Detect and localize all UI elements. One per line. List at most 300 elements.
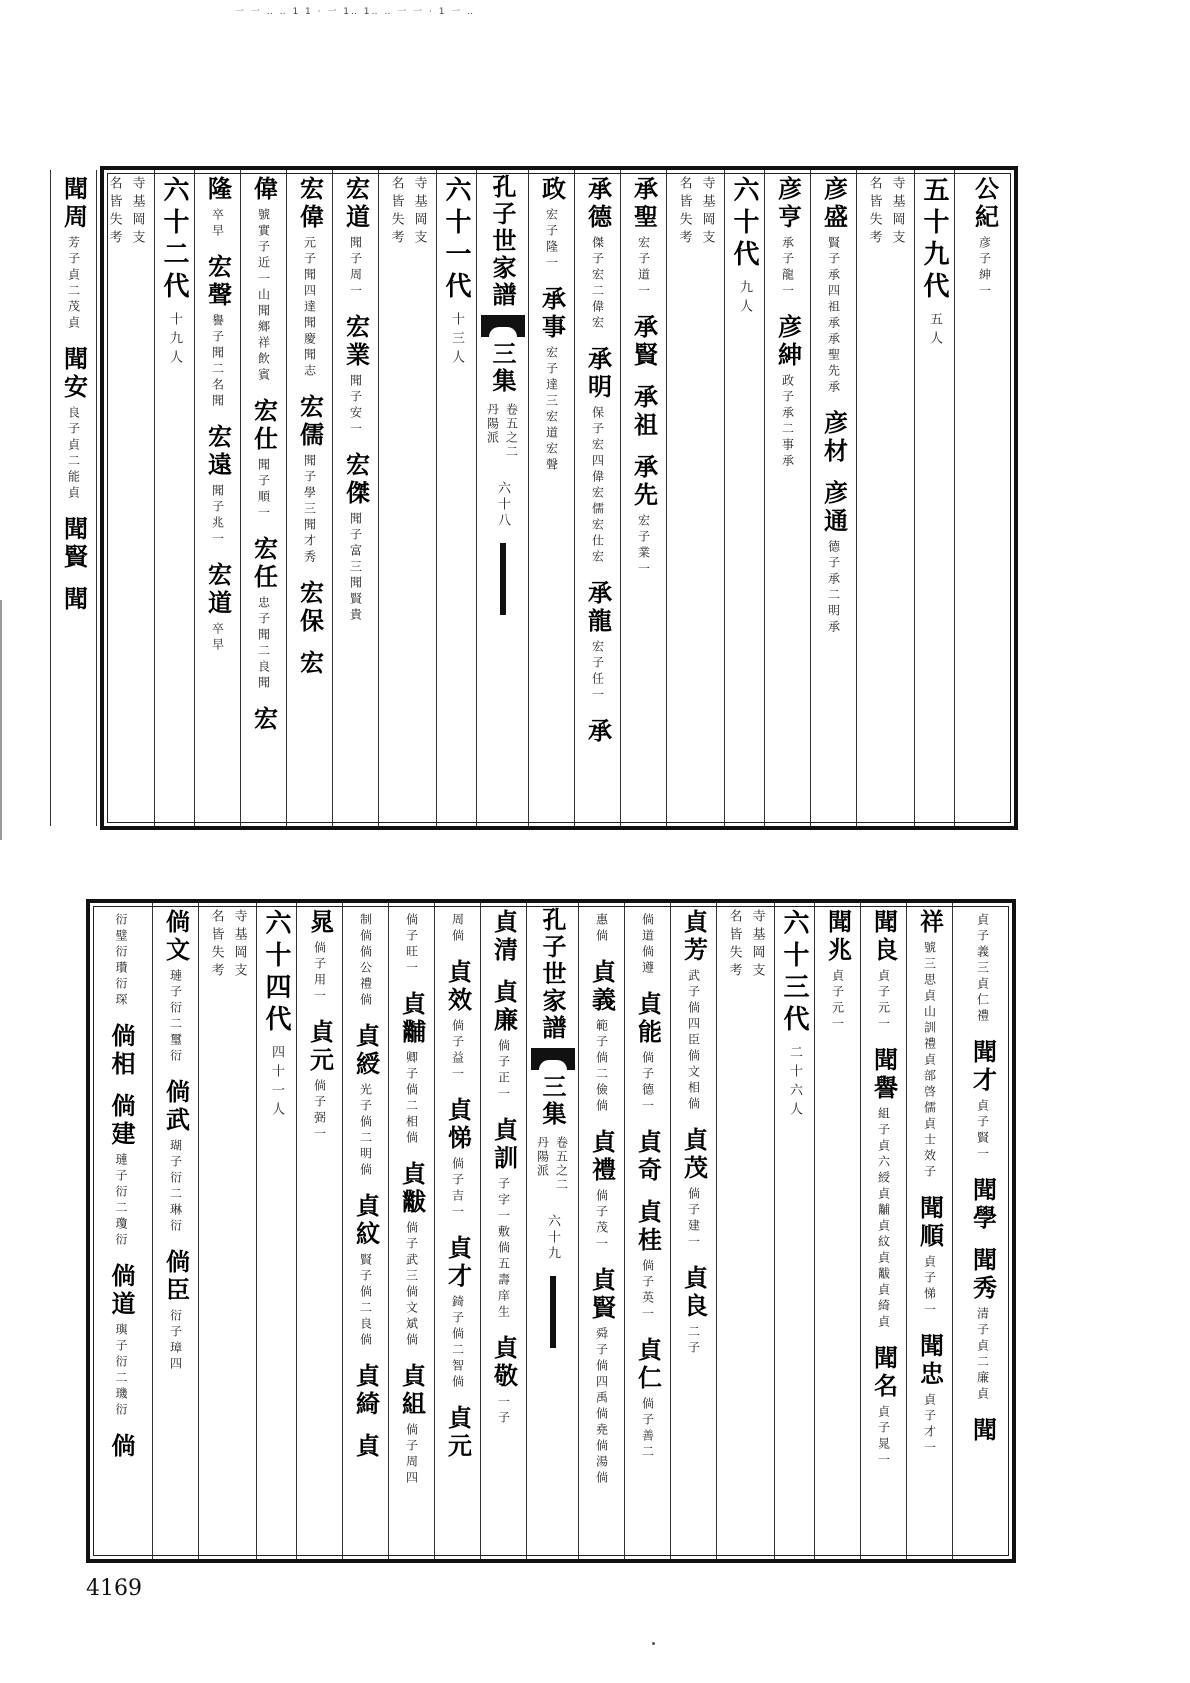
genealogy-column	[342, 903, 388, 1559]
person-name: 承事	[537, 286, 567, 342]
person-note: 良子貞二能貞	[66, 406, 81, 502]
person-note: 舜子倘四禹倘堯倘湯倘	[594, 1327, 609, 1487]
person-name: 貞奇	[633, 1129, 663, 1185]
person-note: 組子貞六綬貞黼貞紋貞黻貞綺貞	[876, 1107, 891, 1331]
genealogy-column	[578, 903, 624, 1559]
person-note: 聞子兆一	[210, 484, 225, 548]
branch-note-line: 名皆失考	[726, 909, 742, 981]
generation-heading	[914, 170, 954, 826]
scan-edge-mark	[0, 600, 2, 840]
person-note: 倘子益一	[450, 1019, 465, 1083]
person-note: 號三思貞山訓禮貞部啓儒貞士效子	[922, 941, 937, 1181]
person-entry	[589, 1129, 615, 1253]
person-name: 聞秀	[968, 1247, 998, 1303]
person-note: 貞子義三貞仁禮	[975, 913, 990, 1025]
person-note: 宏子隆一	[544, 208, 559, 272]
center-title-column	[526, 903, 578, 1559]
person-entry	[972, 176, 998, 300]
person-name: 倘相	[107, 1023, 136, 1079]
person-name: 承先	[629, 454, 659, 510]
branch-note-line: 寺基岡支	[411, 176, 427, 248]
person-name: 祥	[915, 909, 945, 937]
center-title-column	[476, 170, 528, 826]
genealogy-column	[906, 903, 952, 1559]
branch-note-line: 名皆失考	[106, 176, 122, 248]
person-entry	[205, 254, 231, 410]
person-note: 倘子武三倘文斌倘	[404, 1221, 419, 1349]
person-name: 政	[537, 176, 567, 204]
person-entry	[585, 718, 611, 746]
generation-count: 四十一人	[269, 1045, 284, 1121]
person-entry	[61, 516, 87, 572]
person-name: 倘建	[107, 1093, 136, 1149]
person-note: 賢子倘二良倘	[358, 1253, 373, 1349]
person-entry	[631, 454, 657, 578]
person-entry	[251, 536, 277, 692]
person-entry	[205, 424, 231, 548]
person-entry	[405, 909, 419, 977]
generation-heading	[154, 170, 194, 826]
person-note: 惠倘	[594, 913, 609, 945]
person-note: 倘子弼一	[312, 1079, 327, 1143]
person-note: 譽子聞二名聞	[210, 314, 225, 410]
generation-title: 六十四代	[261, 909, 291, 1037]
person-name: 宏仕	[249, 398, 279, 454]
person-note: 保子宏四偉宏儒宏仕宏	[590, 406, 605, 566]
branch-note-line: 名皆失考	[208, 909, 224, 981]
genealogy-column	[194, 170, 240, 826]
person-note: 倘道倘遵	[640, 913, 655, 977]
person-entry	[399, 991, 425, 1147]
branch-note-line: 名皆失考	[388, 176, 404, 248]
person-name: 聞學	[968, 1177, 998, 1233]
person-entry	[821, 410, 847, 466]
center-rule	[550, 1276, 556, 1348]
branch-note-text	[207, 909, 249, 981]
person-note: 倘子茂一	[594, 1189, 609, 1253]
person-entry	[359, 909, 373, 1009]
fish-tail-mark	[481, 315, 525, 337]
folio-number: 六十九	[545, 1214, 560, 1262]
person-name: 宏任	[249, 536, 279, 592]
person-name: 聞忠	[915, 1333, 945, 1389]
person-note: 範子倘二儉倘	[594, 1019, 609, 1115]
person-name: 宏	[295, 650, 325, 678]
person-name: 承德	[583, 176, 613, 232]
person-entry	[917, 1333, 943, 1457]
person-entry	[491, 1117, 517, 1321]
person-entry	[163, 1249, 189, 1373]
person-note: 貞子晁一	[876, 1405, 891, 1469]
person-name: 貞效	[443, 959, 473, 1015]
person-entry	[61, 346, 87, 502]
generation-count: 九人	[737, 280, 752, 318]
person-name: 偉	[249, 176, 279, 204]
person-entry	[681, 1265, 707, 1357]
person-note: 二子	[686, 1325, 701, 1357]
genealogy-column	[624, 903, 670, 1559]
genealogy-column	[954, 170, 1014, 826]
scan-speck	[652, 1642, 655, 1645]
person-entry	[163, 1079, 189, 1235]
person-name: 貞黼	[397, 991, 427, 1047]
person-entry	[871, 1345, 897, 1469]
person-name: 宏傑	[341, 452, 371, 508]
person-entry	[297, 650, 323, 678]
person-entry	[641, 909, 655, 977]
genealogy-column	[952, 903, 1012, 1559]
genealogy-column	[860, 903, 906, 1559]
branch-note-text	[865, 176, 907, 248]
person-entry	[61, 176, 87, 332]
person-name: 彦紳	[773, 314, 803, 370]
person-entry	[970, 1039, 996, 1163]
person-name: 貞敬	[489, 1335, 519, 1391]
genealogy-column	[240, 170, 286, 826]
person-name: 貞仁	[633, 1337, 663, 1393]
volume-label: 三集	[538, 1074, 567, 1128]
center-rule	[500, 543, 506, 615]
person-entry	[353, 1433, 379, 1461]
person-name: 貞義	[587, 959, 617, 1015]
branch-label: 丹陽派	[535, 1136, 550, 1178]
person-note: 璉子衍二瓊衍	[114, 1153, 128, 1249]
person-note: 武子倘四臣倘文相倘	[686, 969, 701, 1113]
person-entry	[917, 1195, 943, 1319]
person-entry	[343, 176, 369, 300]
person-entry	[775, 176, 801, 300]
person-name: 貞才	[443, 1235, 473, 1291]
person-note: 倘子正一	[496, 1039, 511, 1103]
person-name: 彦材	[819, 410, 849, 466]
genealogy-column	[296, 903, 342, 1559]
branch-label: 丹陽派	[485, 403, 500, 445]
genealogy-column	[814, 903, 860, 1559]
genealogy-column	[810, 170, 856, 826]
generation-title: 六十二代	[159, 176, 189, 304]
fish-tail-mark	[531, 1048, 575, 1070]
person-name: 聞才	[968, 1039, 998, 1095]
genealogy-column	[480, 903, 526, 1559]
folio-number: 六十八	[495, 481, 510, 529]
person-entry	[635, 991, 661, 1115]
person-entry	[163, 909, 189, 1065]
person-name: 隆	[203, 176, 233, 204]
generation-heading	[724, 170, 764, 826]
person-entry	[307, 1019, 333, 1143]
person-note: 倘子用一	[312, 941, 327, 1005]
person-note: 清子貞二廉貞	[975, 1307, 990, 1403]
person-note: 聞子學三聞才秀	[302, 454, 317, 566]
genealogy-column	[152, 903, 198, 1559]
person-note: 倘子建一	[686, 1187, 701, 1251]
person-note: 忠子聞二良聞	[256, 596, 271, 692]
person-name: 貞廉	[489, 979, 519, 1035]
person-note: 制倘倘公禮倘	[358, 913, 373, 1009]
person-note: 卿子倘二相倘	[404, 1051, 419, 1147]
person-name: 貞悌	[443, 1097, 473, 1153]
person-entry	[114, 909, 128, 1009]
person-entry	[108, 1263, 134, 1419]
person-entry	[343, 452, 369, 624]
branch-note	[198, 903, 256, 1559]
genealogy-column	[286, 170, 332, 826]
person-note: 宏子達三宏道宏聲	[544, 346, 559, 474]
person-name: 貞良	[679, 1265, 709, 1321]
person-note: 貞子元一	[876, 969, 891, 1033]
person-entry	[343, 314, 369, 438]
person-name: 承賢	[629, 314, 659, 370]
person-name: 貞元	[443, 1405, 473, 1461]
person-entry	[681, 909, 707, 1113]
person-entry	[205, 562, 231, 654]
person-name: 承祖	[629, 384, 659, 440]
person-name: 貞綺	[351, 1363, 381, 1419]
person-name: 公紀	[970, 176, 1000, 232]
person-note: 承子龍一	[780, 236, 795, 300]
person-note: 芳子貞二茂貞	[66, 236, 81, 332]
person-entry	[681, 1127, 707, 1251]
person-name: 貞清	[489, 909, 519, 965]
person-name: 聞	[968, 1417, 998, 1445]
person-note: 卒早	[210, 622, 225, 654]
generation-title: 六十一代	[441, 176, 471, 304]
person-name: 貞賢	[587, 1267, 617, 1323]
person-note: 貞子才一	[922, 1393, 937, 1457]
branch-note-line: 寺基岡支	[749, 909, 765, 981]
branch-note	[378, 170, 436, 826]
person-name: 宏	[249, 706, 279, 734]
person-name: 宏業	[341, 314, 371, 370]
person-entry	[353, 1023, 379, 1179]
branch-note-text	[387, 176, 429, 248]
person-entry	[353, 1363, 379, 1419]
genealogy-column	[434, 903, 480, 1559]
branch-note-text	[105, 176, 147, 248]
person-entry	[631, 384, 657, 440]
person-entry	[61, 586, 87, 614]
person-name: 承明	[583, 346, 613, 402]
person-name: 宏道	[341, 176, 371, 232]
generation-count: 二十六人	[787, 1045, 802, 1121]
person-name: 貞黻	[397, 1161, 427, 1217]
person-note: 元子聞四達聞慶聞志	[302, 236, 317, 380]
person-name: 承龍	[583, 580, 613, 636]
person-entry	[970, 1177, 996, 1233]
genealogy-column	[90, 903, 152, 1559]
chapter-label: 卷五之二	[554, 1136, 569, 1192]
person-entry	[491, 1335, 517, 1427]
person-entry	[445, 1235, 471, 1391]
person-note: 號實子近一山聞鄉祥飲賓	[256, 208, 271, 384]
person-entry	[108, 1093, 134, 1249]
person-entry	[399, 1363, 425, 1487]
generation-title: 六十代	[729, 176, 759, 272]
person-note: 貞子賢一	[975, 1099, 990, 1163]
person-name: 彦亨	[773, 176, 803, 232]
book-title: 孔子世家譜	[488, 174, 517, 309]
person-entry	[821, 480, 847, 636]
person-entry	[205, 176, 231, 240]
person-name: 聞賢	[59, 516, 89, 572]
person-entry	[821, 176, 847, 396]
person-entry	[595, 909, 609, 945]
person-name: 宏聲	[203, 254, 233, 310]
genealogy-column	[574, 170, 620, 826]
branch-note-text	[725, 909, 767, 981]
person-name: 倘	[107, 1433, 136, 1461]
person-note: 衍璧衍瓚衍琛	[114, 913, 128, 1009]
branch-note-line: 寺基岡支	[231, 909, 247, 981]
person-entry	[635, 1337, 661, 1461]
person-name: 聞兆	[823, 909, 853, 965]
person-note: 卒早	[210, 208, 225, 240]
branch-note-line: 寺基岡支	[889, 176, 905, 248]
person-entry	[307, 909, 333, 1005]
genealogy-panel-top	[59, 166, 1018, 830]
person-name: 倘臣	[161, 1249, 191, 1305]
person-note: 倘子英一	[640, 1259, 655, 1323]
person-note: 政子承二事承	[780, 374, 795, 470]
person-entry	[353, 1193, 379, 1349]
person-entry	[108, 1433, 134, 1461]
person-entry	[445, 1405, 471, 1461]
person-name: 倘武	[161, 1079, 191, 1135]
person-entry	[251, 176, 277, 384]
person-name: 倘道	[107, 1263, 136, 1319]
person-entry	[635, 1199, 661, 1323]
person-entry	[631, 314, 657, 370]
person-name: 宏偉	[295, 176, 325, 232]
person-entry	[539, 286, 565, 474]
person-note: 倘子旺一	[404, 913, 419, 977]
person-name: 聞譽	[869, 1047, 899, 1103]
person-name: 承聖	[629, 176, 659, 232]
branch-note	[856, 170, 914, 826]
person-name: 聞	[59, 586, 89, 614]
person-note: 聞子富三聞賢貴	[348, 512, 363, 624]
person-entry	[491, 909, 517, 965]
person-name: 宏保	[295, 580, 325, 636]
generation-heading	[774, 903, 814, 1559]
person-note: 一子	[496, 1395, 511, 1427]
generation-heading	[436, 170, 476, 826]
person-name: 貞禮	[587, 1129, 617, 1185]
person-name: 貞訓	[489, 1117, 519, 1173]
person-entry	[445, 959, 471, 1083]
person-entry	[871, 909, 897, 1033]
chapter-label: 卷五之二	[504, 403, 519, 459]
branch-note-line: 名皆失考	[866, 176, 882, 248]
person-name: 倘文	[161, 909, 191, 965]
person-note: 貞子元一	[830, 969, 845, 1033]
branch-note	[666, 170, 724, 826]
person-note: 周倘	[450, 913, 465, 945]
person-note: 宏子任一	[590, 640, 605, 704]
person-entry	[297, 176, 323, 380]
person-note: 宏子業一	[636, 514, 651, 578]
person-entry	[585, 176, 611, 332]
person-note: 璉子衍二璽衍	[168, 969, 183, 1065]
genealogy-column	[670, 903, 716, 1559]
generation-title: 六十三代	[779, 909, 809, 1037]
person-entry	[251, 706, 277, 734]
person-note: 錡子倘二智倘	[450, 1295, 465, 1391]
branch-note-line: 名皆失考	[676, 176, 692, 248]
person-entry	[825, 909, 851, 1033]
person-note: 倘子德一	[640, 1051, 655, 1115]
person-name: 貞芳	[679, 909, 709, 965]
person-entry	[108, 1023, 134, 1079]
person-name: 聞名	[869, 1345, 899, 1401]
person-name: 宏儒	[295, 394, 325, 450]
person-entry	[297, 394, 323, 566]
person-entry	[976, 909, 990, 1025]
genealogy-column	[528, 170, 574, 826]
person-note: 倘子善二	[640, 1397, 655, 1461]
person-entry	[970, 1247, 996, 1403]
person-name: 貞元	[305, 1019, 335, 1075]
person-name: 宏道	[203, 562, 233, 618]
genealogy-column	[764, 170, 810, 826]
chapter-info	[535, 1136, 571, 1192]
person-entry	[251, 398, 277, 522]
person-entry	[871, 1047, 897, 1331]
branch-note	[96, 170, 154, 826]
person-note: 宏子道一	[636, 236, 651, 300]
generation-count: 五人	[927, 312, 942, 350]
chapter-info	[485, 403, 521, 459]
person-entry	[970, 1417, 996, 1445]
genealogy-column	[620, 170, 666, 826]
person-name: 貞茂	[679, 1127, 709, 1183]
branch-note	[716, 903, 774, 1559]
person-note: 聞子安一	[348, 374, 363, 438]
person-entry	[585, 580, 611, 704]
person-note: 倘子吉一	[450, 1157, 465, 1221]
person-note: 璵子衍二璣衍	[114, 1323, 128, 1419]
generation-count: 十三人	[449, 312, 464, 369]
person-note: 瑚子衍二琳衍	[168, 1139, 183, 1235]
branch-note-line: 寺基岡支	[699, 176, 715, 248]
person-entry	[589, 959, 615, 1115]
generation-title: 五十九代	[919, 176, 949, 304]
person-note: 聞子順一	[256, 458, 271, 522]
header-scan-noise: 一 一 ‥ ‥ 1 1 · 一 1‥ 1‥ ‥ 一 一 · 1 一 ‥	[235, 7, 476, 17]
person-note: 賢子承四祖承承聖先承	[826, 236, 841, 396]
person-name: 貞能	[633, 991, 663, 1047]
generation-count: 十九人	[167, 312, 182, 369]
person-note: 子字一敷倘五壽庠生	[496, 1177, 511, 1321]
person-entry	[539, 176, 565, 272]
branch-note-text	[675, 176, 717, 248]
person-entry	[631, 176, 657, 300]
person-entry	[589, 1267, 615, 1487]
person-note: 德子承二明承	[826, 540, 841, 636]
genealogy-column	[388, 903, 434, 1559]
genealogy-panel-bottom	[86, 899, 1016, 1563]
person-note: 聞子周一	[348, 236, 363, 300]
genealogy-column	[332, 170, 378, 826]
person-entry	[635, 1129, 661, 1185]
person-entry	[399, 1161, 425, 1349]
person-entry	[451, 909, 465, 945]
person-entry	[297, 580, 323, 636]
branch-note-line: 寺基岡支	[129, 176, 145, 248]
person-note: 光子倘二明倘	[358, 1083, 373, 1179]
person-name: 聞周	[59, 176, 89, 232]
person-name: 晁	[305, 909, 335, 937]
